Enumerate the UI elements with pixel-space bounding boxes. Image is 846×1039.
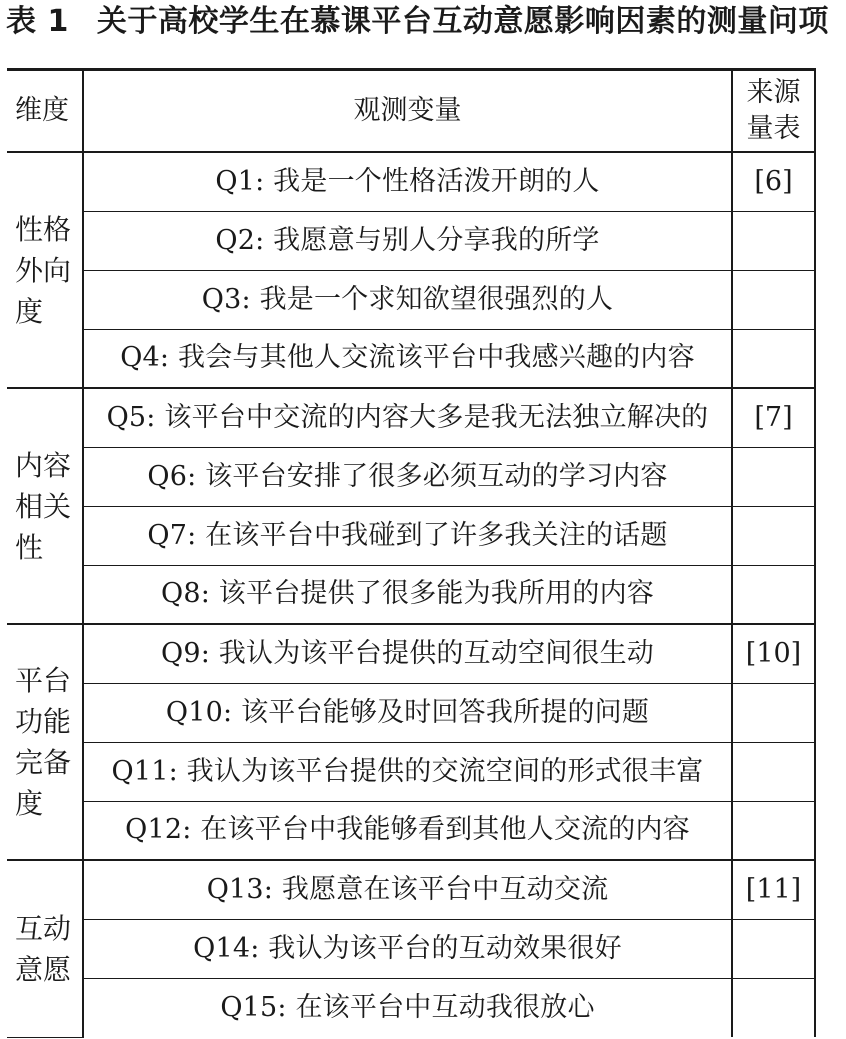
source-scale-cell: [7] xyxy=(732,388,815,447)
table-row xyxy=(7,506,815,565)
column-header-dimension: 维度 xyxy=(7,70,83,153)
source-scale-cell xyxy=(732,565,815,624)
observed-variable-cell: Q13: 我愿意在该平台中互动交流 xyxy=(83,860,732,919)
table-caption: 关于高校学生在慕课平台互动意愿影响因素的测量问项 xyxy=(96,4,829,39)
observed-variable-cell: Q11: 我认为该平台提供的交流空间的形式很丰富 xyxy=(83,742,732,801)
observed-variable-cell: Q14: 我认为该平台的互动效果很好 xyxy=(83,919,732,978)
table-title xyxy=(6,2,844,42)
observed-variable-cell: Q1: 我是一个性格活泼开朗的人 xyxy=(83,152,732,211)
table-row xyxy=(7,329,815,388)
table-row xyxy=(7,565,815,624)
source-scale-cell xyxy=(732,329,815,388)
observed-variable-cell: Q6: 该平台安排了很多必须互动的学习内容 xyxy=(83,447,732,506)
table-row xyxy=(7,860,815,919)
dimension-cell xyxy=(7,152,83,388)
source-scale-cell xyxy=(732,506,815,565)
measurement-items-table xyxy=(7,68,816,1038)
observed-variable-cell: Q10: 该平台能够及时回答我所提的问题 xyxy=(83,683,732,742)
source-scale-cell xyxy=(732,683,815,742)
table-row xyxy=(7,742,815,801)
column-header-source-scale-label: 来源量表 xyxy=(746,77,801,144)
table-row xyxy=(7,978,815,1037)
observed-variable-cell: Q8: 该平台提供了很多能为我所用的内容 xyxy=(83,565,732,624)
dimension-label: 平台功能完备度 xyxy=(15,664,72,820)
observed-variable-cell: Q5: 该平台中交流的内容大多是我无法独立解决的 xyxy=(83,388,732,447)
table-row xyxy=(7,211,815,270)
dimension-label: 内容相关性 xyxy=(15,448,72,564)
dimension-label: 互动意愿 xyxy=(15,911,72,986)
table-number: 表 1 xyxy=(6,4,69,39)
observed-variable-cell: Q15: 在该平台中互动我很放心 xyxy=(83,978,732,1037)
observed-variable-cell: Q4: 我会与其他人交流该平台中我感兴趣的内容 xyxy=(83,329,732,388)
source-scale-cell: [10] xyxy=(732,624,815,683)
source-scale-cell xyxy=(732,919,815,978)
observed-variable-cell: Q9: 我认为该平台提供的互动空间很生动 xyxy=(83,624,732,683)
column-header-observed-variable: 观测变量 xyxy=(83,70,732,153)
source-scale-cell xyxy=(732,270,815,329)
source-scale-cell: [6] xyxy=(732,152,815,211)
table-row xyxy=(7,447,815,506)
observed-variable-cell: Q7: 在该平台中我碰到了许多我关注的话题 xyxy=(83,506,732,565)
table-header-row xyxy=(7,70,815,153)
observed-variable-cell: Q12: 在该平台中我能够看到其他人交流的内容 xyxy=(83,801,732,860)
dimension-cell xyxy=(7,860,83,1037)
table-body xyxy=(7,152,815,1037)
dimension-cell xyxy=(7,624,83,860)
source-scale-cell xyxy=(732,211,815,270)
table-row xyxy=(7,388,815,447)
source-scale-cell: [11] xyxy=(732,860,815,919)
table-row xyxy=(7,919,815,978)
source-scale-cell xyxy=(732,801,815,860)
source-scale-cell xyxy=(732,742,815,801)
table-row xyxy=(7,624,815,683)
dimension-label: 性格外向度 xyxy=(15,212,72,328)
table-row xyxy=(7,152,815,211)
table-row xyxy=(7,270,815,329)
observed-variable-cell: Q2: 我愿意与别人分享我的所学 xyxy=(83,211,732,270)
source-scale-cell xyxy=(732,978,815,1037)
column-header-source-scale xyxy=(732,70,815,153)
table-row xyxy=(7,683,815,742)
table-row xyxy=(7,801,815,860)
dimension-cell xyxy=(7,388,83,624)
source-scale-cell xyxy=(732,447,815,506)
observed-variable-cell: Q3: 我是一个求知欲望很强烈的人 xyxy=(83,270,732,329)
